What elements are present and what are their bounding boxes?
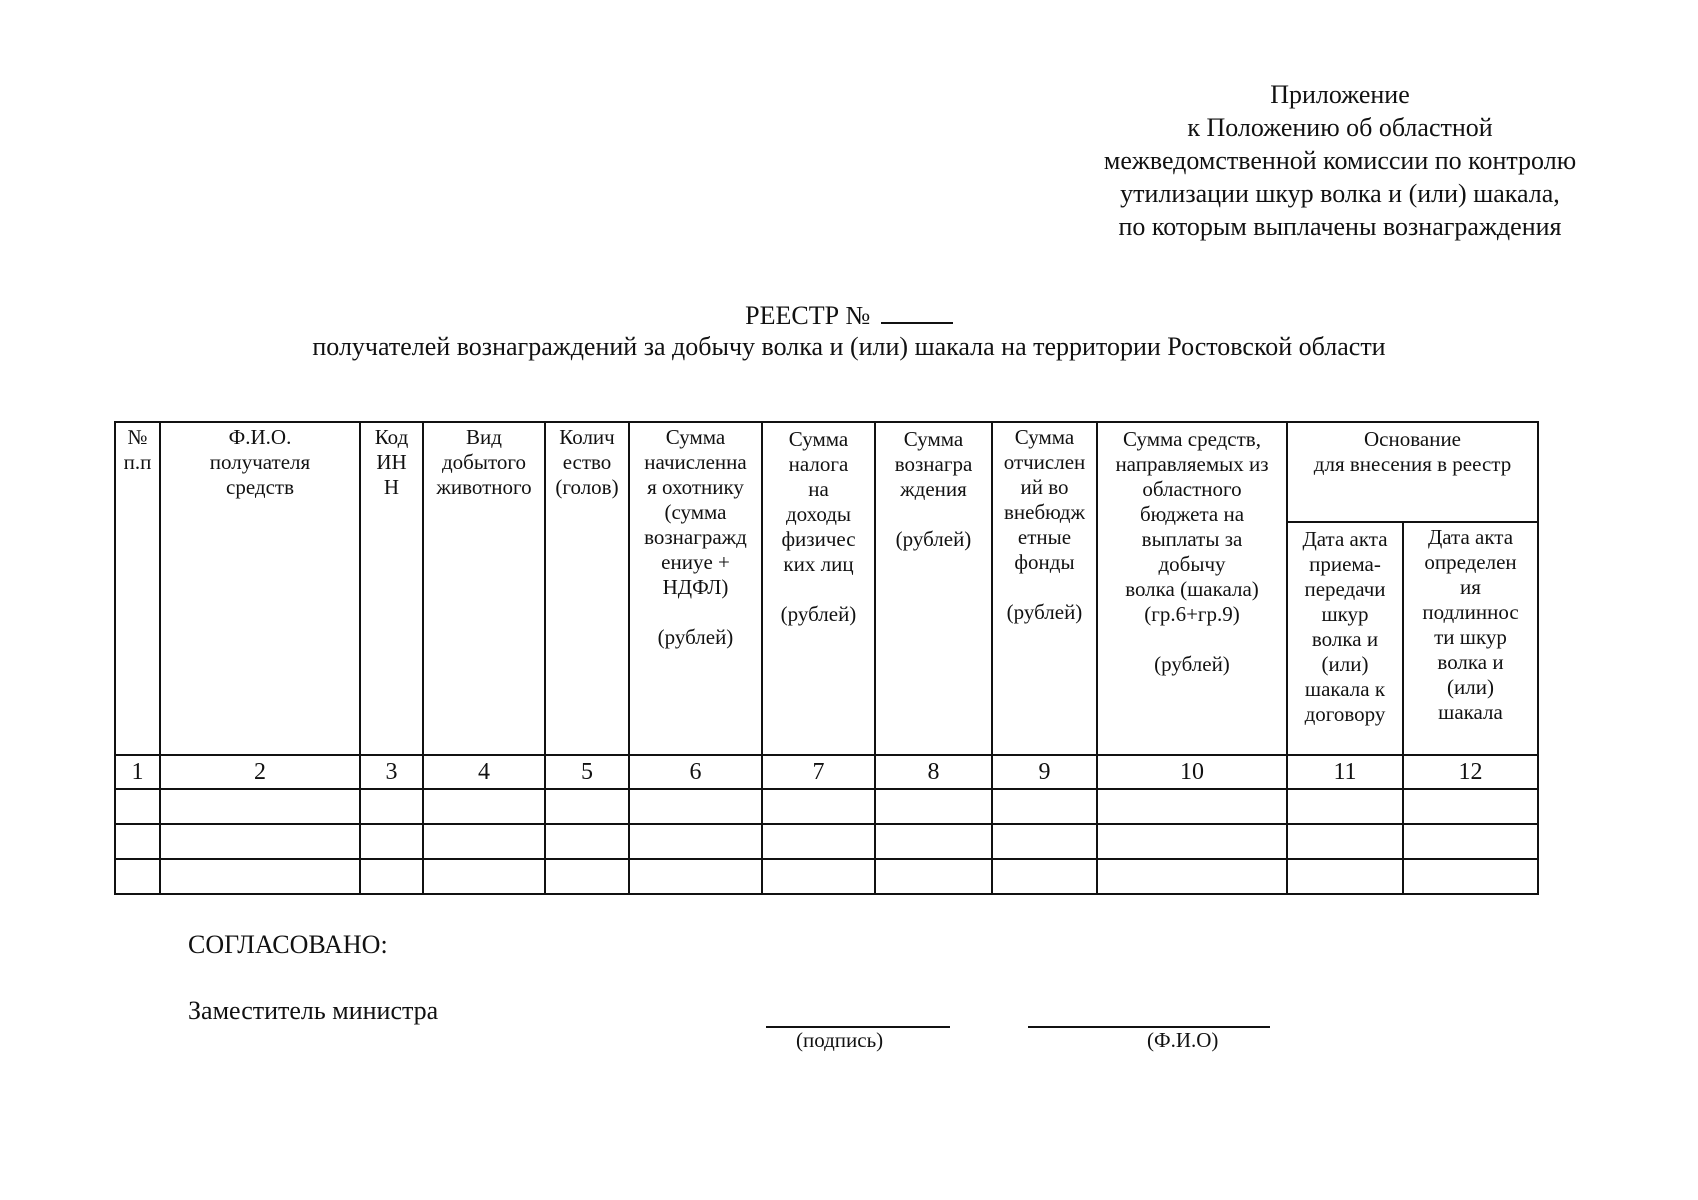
table-cell xyxy=(992,859,1097,894)
table-cell xyxy=(1287,824,1403,859)
deputy-minister-label: Заместитель министра xyxy=(188,996,439,1025)
table-row xyxy=(115,824,1538,859)
table-cell xyxy=(423,789,545,824)
table-row xyxy=(115,789,1538,824)
table-cell xyxy=(545,824,629,859)
column-number: 6 xyxy=(629,755,762,789)
name-caption: (Ф.И.О) xyxy=(1147,1028,1219,1052)
column-header: Сумма вознагра ждения (рублей) xyxy=(875,422,992,755)
table-cell xyxy=(160,789,360,824)
group-header-basis: Основание для внесения в реестр xyxy=(1287,422,1538,522)
table-cell xyxy=(545,859,629,894)
table-cell xyxy=(629,789,762,824)
table-cell xyxy=(545,789,629,824)
table-cell xyxy=(992,824,1097,859)
table-cell xyxy=(1097,859,1287,894)
column-number: 1 xyxy=(115,755,160,789)
column-number: 7 xyxy=(762,755,875,789)
table-cell xyxy=(875,859,992,894)
table-cell xyxy=(762,789,875,824)
table-cell xyxy=(1097,824,1287,859)
table-cell xyxy=(115,824,160,859)
column-number: 2 xyxy=(160,755,360,789)
column-number: 9 xyxy=(992,755,1097,789)
column-number: 11 xyxy=(1287,755,1403,789)
column-number: 8 xyxy=(875,755,992,789)
table-cell xyxy=(875,789,992,824)
column-number-row xyxy=(115,755,1538,789)
appendix-line: утилизации шкур волка и (или) шакала, xyxy=(1120,179,1560,208)
table-cell xyxy=(360,789,423,824)
appendix-header xyxy=(1060,78,1620,243)
column-header: Дата акта определен ия подлиннос ти шкур волка и (или) шакала xyxy=(1403,522,1538,755)
table-cell xyxy=(360,859,423,894)
header-row xyxy=(115,422,1538,522)
column-header: Ф.И.О. получателя средств xyxy=(160,422,360,755)
table-cell xyxy=(629,859,762,894)
table-cell xyxy=(1287,859,1403,894)
column-header: Сумма средств, направляемых из областного бюджета на выплаты за добычу волка (шакала) (гр.6+гр.9) (рублей) xyxy=(1097,422,1287,755)
table-cell xyxy=(875,824,992,859)
table-row xyxy=(115,859,1538,894)
table-cell xyxy=(629,824,762,859)
table-cell xyxy=(1287,789,1403,824)
registry-number-blank xyxy=(881,300,953,324)
column-number: 12 xyxy=(1403,755,1538,789)
table-cell xyxy=(160,859,360,894)
table-cell xyxy=(762,859,875,894)
registry-subtitle: получателей вознаграждений за добычу волка и (или) шакала на территории Ростовской области xyxy=(312,332,1386,361)
table-cell xyxy=(160,824,360,859)
column-number: 4 xyxy=(423,755,545,789)
table-cell xyxy=(423,859,545,894)
column-header: № п.п xyxy=(115,422,160,755)
appendix-line: по которым выплачены вознаграждения xyxy=(1118,212,1562,241)
appendix-line: межведомственной комиссии по контролю xyxy=(1103,146,1577,175)
column-header: Сумма начисленна я охотнику (сумма вознагражд ениye + НДФЛ) (рублей) xyxy=(629,422,762,755)
table-cell xyxy=(423,824,545,859)
column-header: Код ИН Н xyxy=(360,422,423,755)
table-cell xyxy=(1403,859,1538,894)
table-cell xyxy=(115,859,160,894)
registry-label: РЕЕСТР № xyxy=(745,301,871,330)
signature-caption: (подпись) xyxy=(796,1028,884,1052)
column-header: Колич ество (голов) xyxy=(545,422,629,755)
table-cell xyxy=(1403,824,1538,859)
registry-table xyxy=(114,421,1539,895)
column-number: 5 xyxy=(545,755,629,789)
registry-title xyxy=(0,300,1698,331)
column-number: 3 xyxy=(360,755,423,789)
table-cell xyxy=(762,824,875,859)
table-cell xyxy=(1403,789,1538,824)
table-cell xyxy=(115,789,160,824)
agreed-label: СОГЛАСОВАНО: xyxy=(188,930,388,959)
column-number: 10 xyxy=(1097,755,1287,789)
column-header: Вид добытого животного xyxy=(423,422,545,755)
table-cell xyxy=(1097,789,1287,824)
appendix-line: к Положению об областной xyxy=(1187,113,1493,142)
column-header: Сумма налога на доходы физичес ких лиц (рублей) xyxy=(762,422,875,755)
column-header: Дата акта приема- передачи шкур волка и (или) шакала к договору xyxy=(1287,522,1403,755)
appendix-line: Приложение xyxy=(1270,80,1410,109)
column-header: Сумма отчислен ий во внебюдж етные фонды (рублей) xyxy=(992,422,1097,755)
table-cell xyxy=(992,789,1097,824)
table-cell xyxy=(360,824,423,859)
